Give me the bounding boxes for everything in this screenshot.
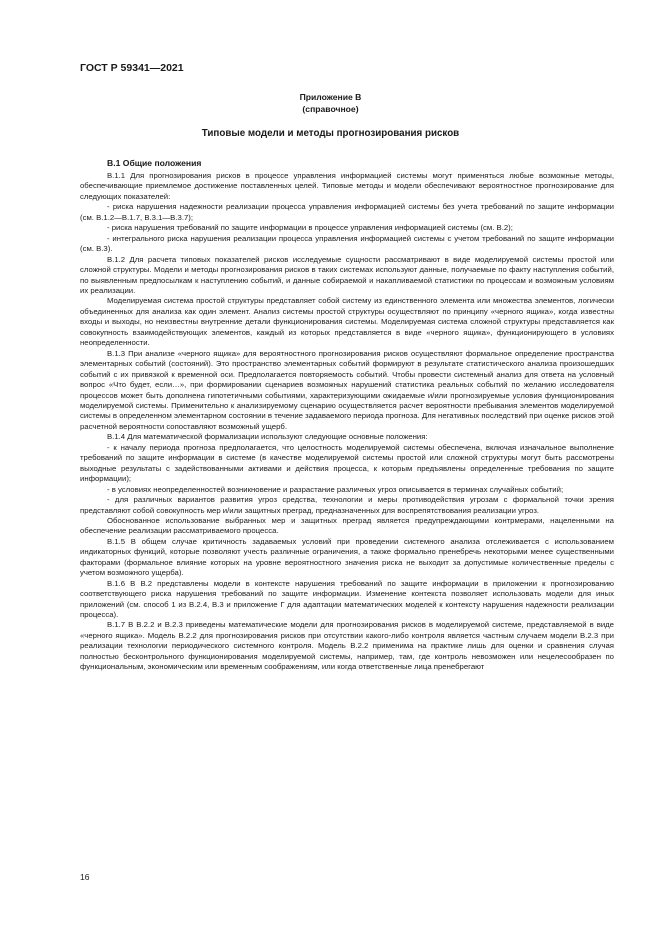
body-text [80, 171, 614, 673]
list-item: - в условиях неопределенностей возникновение и разрастание различных угроз описывается в терминах случайных событий; [107, 484, 564, 494]
list-item: - риска нарушения надежности реализации процесса управления информацией системы без учета требований по защите информации (см. В.1.2—В.1.7, В.3.1—В.3.7); [80, 202, 614, 222]
list-item: - для различных вариантов развития угроз средства, технологии и меры противодействия угрозам с формальной точки зрения представляют собой совокупность мер и/или защитных преград, предназначенных для воспрепятствования реализации угроз. [80, 495, 614, 515]
paragraph: В.1.2 Для расчета типовых показателей рисков исследуемые сущности рассматривают в виде моделируемой системы простой или сложной структуры. Модели и методы прогнозирования рисков в таких системах используют данные, получаемые по факту наступления событий, по выявленным предпосылкам к наступлению событий, и данные собираемой и накапливаемой статистики по процессам и возможным условиям их реализации. [80, 254, 614, 295]
paragraph: Моделируемая система простой структуры представляет собой систему из единственного элемента или множества элементов, логически объединенных для анализа как один элемент. Анализ системы простой структуры осуществляют по принципу «черного ящика», когда известны входы и выходы, но неизвестны внутренние детали функционирования системы. Моделируемая система сложной структуры представляется как совокупность взаимодействующих элементов, каждый из которых представляется в виде «черного ящика», функционирующего в условиях неопределенности. [80, 296, 614, 348]
list-item: - риска нарушения требований по защите информации в процессе управления информацией системы (см. В.2); [107, 223, 513, 233]
list-item: - к началу периода прогноза предполагается, что целостность моделируемой системы обеспечена, включая изначальное выполнение требований по защите информации в системе (в качестве моделируемой системы простой или сложной структуры могут быть рассмотрены выходные результаты с задействованными активами и действия процесса, к которым предъявлены определенные требования по защите информации); [80, 442, 614, 484]
section-heading: В.1 Общие положения [107, 158, 202, 168]
page-number: 16 [80, 872, 90, 882]
paragraph: В.1.7 В В.2.2 и В.2.3 приведены математические модели для прогнозирования рисков в моделируемой системе, представляемой в виде «черного ящика». Модель В.2.2 для прогнозирования рисков при отсутствии какого-либо контроля является частным случаем модели В.2.3 при реализации технологии периодического системного контроля. Модель В.2.2 применима на практике лишь для оценки и сравнения случая полностью бесконтрольного функционирования моделируемой системы, например, там, где контроль невозможен или нецелесообразен по функциональным, экономическим или временным соображениям, или когда ответственные лица пренебрегают [80, 620, 614, 672]
paragraph: В.1.4 Для математической формализации используют следующие основные положения: [107, 432, 428, 442]
paragraph: В.1.6 В В.2 представлены модели в контексте нарушения требований по защите информации в приложении к прогнозированию соответствующего риска нарушения требований по защите информации. Изменение контекста позволяет использовать модели для иных приложений (см. способ 1 из В.2.4, В.3 и приложение Г для адаптации математических моделей к контексту нарушения надежности реализации процесса). [80, 578, 614, 620]
appendix-subtitle: (справочное) [302, 104, 359, 114]
appendix-title: Приложение В [299, 92, 362, 102]
list-item: - интегрального риска нарушения реализации процесса управления информацией системы с учетом требований по защите информации (см. В.3). [80, 233, 614, 254]
paragraph: В.1.3 При анализе «черного ящика» для вероятностного прогнозирования рисков осуществляют формальное определение пространства элементарных событий (состояний). Это пространство элементарных событий формируют в результате статистического анализа произошедших событий с их привязкой к временной оси. Предполагается повторяемость событий. Чтобы провести системный анализ для ответа на условный вопрос «Что будет, если…», при формировании сценариев возможных нарушений статистика реальных событий по желанию исследователя процессов может быть дополнена гипотетичными событиями, характеризующими ожидаемые и/или прогнозируемые условия функционирования моделируемой системы. Применительно к анализируемому сценарию осуществляется расчет вероятности пребывания элементов моделируемой системы в определенном элементарном состоянии в течение задаваемого периода прогноза. Для негативных последствий при оценке рисков этой расчетной вероятности сопоставляют возможный ущерб. [80, 348, 614, 431]
document-id: ГОСТ Р 59341—2021 [80, 62, 184, 74]
paragraph: Обоснованное использование выбранных мер и защитных преград является предупреждающими контрмерами, нацеленными на обеспечение реализации рассматриваемого процесса. [80, 515, 614, 536]
page-title: Типовые модели и методы прогнозирования рисков [201, 128, 460, 139]
paragraph: В.1.5 В общем случае критичность задаваемых условий при проведении системного анализа отслеживается с использованием индикаторных функций, которые позволяют учесть различные ограничения, а также формально пренебречь некоторыми менее существенными факторами (формальное влияние которых на уровне вероятностного значения риска не выходит за допустимые количественные пределы с учетом возможного ущерба). [80, 536, 614, 578]
paragraph: В.1.1 Для прогнозирования рисков в процессе управления информацией системы могут применяться любые возможные методы, обеспечивающие приемлемое достижение поставленных целей. Типовые методы и модели обеспечивают вероятностное прогнозирование для следующих показателей: [80, 171, 614, 201]
